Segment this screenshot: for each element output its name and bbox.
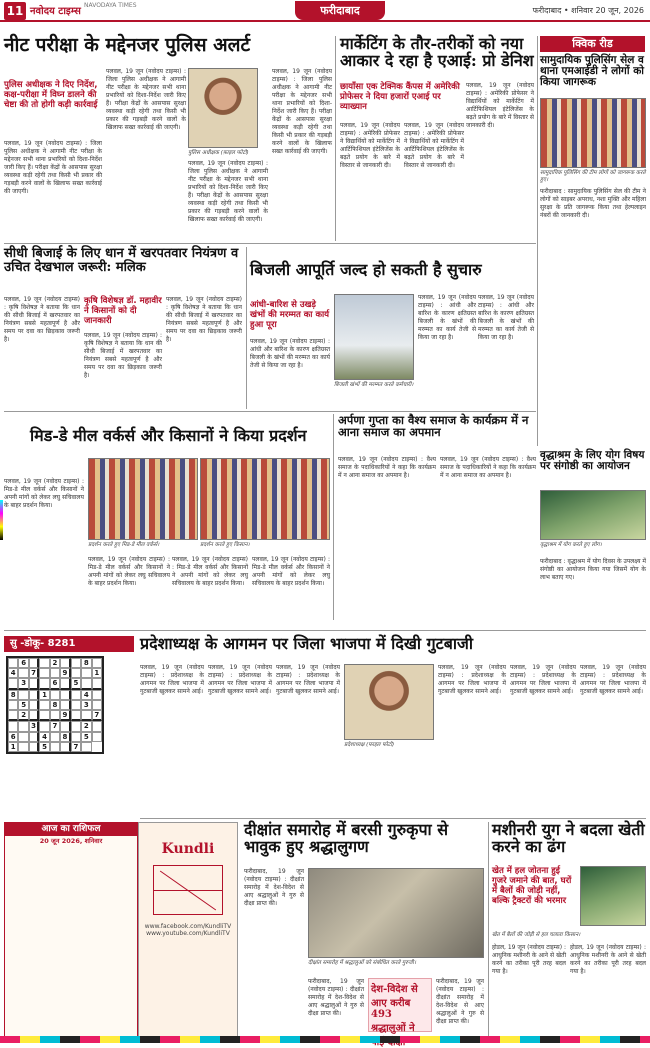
- dateline: फरीदाबाद • शनिवार 20 जून, 2026: [532, 6, 644, 15]
- machine-headline: मशीनरी युग ने बदला खेती करने का ढंग: [492, 820, 645, 856]
- sudoku-cell[interactable]: [71, 721, 81, 731]
- marketing-body-col3: पलवल, 19 जून (नवोदय टाइम्स) : अमेरिकी प्रोफेसर ने विद्यार्थियों को मार्केटिंग में आर्टिफिशियल इंटेलिजेंस के बढ़ते प्रयोग के बारे में विस्तार से जानकारी दी।: [466, 82, 534, 129]
- diksha-caption: दीक्षांत समारोह में श्रद्धालुओं को संबोधित करते गुरुजी।: [308, 960, 416, 966]
- bjp-body-col1: पलवल, 19 जून (नवोदय टाइम्स) : प्रदेशाध्यक्ष के आगमन पर जिला भाजपा में गुटबाजी खुलकर सामने आई।: [140, 664, 204, 695]
- diksha-body-col2: फरीदाबाद, 19 जून (नवोदय टाइम्स) : दीक्षांत समारोह में देश-विदेश से आए श्रद्धालुओं ने गुरु से दीक्षा प्राप्त की।: [308, 978, 364, 1017]
- kundli-facebook[interactable]: www.facebook.com/KundliTV: [144, 923, 232, 930]
- brand-name: नवोदय टाइम्स: [30, 6, 81, 17]
- color-bar: [0, 1036, 650, 1043]
- sudoku-cell[interactable]: [29, 658, 39, 668]
- lead-body-col2: पलवल, 19 जून (नवोदय टाइम्स) : जिला पुलिस अधीक्षक ने आगामी नीट परीक्षा के मद्देनजर सभी थाना प्रभारियों को दिशा-निर्देश जारी किए हैं। परीक्षा केंद्रों के आसपास सुरक्षा व्यवस्था कड़ी रहेगी तथा किसी भी प्रकार की गड़बड़ी करने वालों के खिलाफ सख्त कार्रवाई की जाएगी।: [106, 68, 186, 131]
- horoscope-title: आज का राशिफल: [5, 823, 137, 836]
- sudoku-cell[interactable]: 7: [50, 721, 60, 731]
- sudoku-cell[interactable]: [60, 678, 70, 689]
- sudoku-cell[interactable]: [60, 700, 70, 710]
- lead-body-col4: पलवल, 19 जून (नवोदय टाइम्स) : जिला पुलिस अधीक्षक ने आगामी नीट परीक्षा के मद्देनजर सभी थाना प्रभारियों को दिशा-निर्देश जारी किए हैं। परीक्षा केंद्रों के आसपास सुरक्षा व्यवस्था कड़ी रहेगी तथा किसी भी प्रकार की गड़बड़ी करने वालों के खिलाफ सख्त कार्रवाई की जाएगी।: [272, 68, 332, 155]
- lead-body-col3: पलवल, 19 जून (नवोदय टाइम्स) : जिला पुलिस अधीक्षक ने आगामी नीट परीक्षा के मद्देनजर सभी थाना प्रभारियों को दिशा-निर्देश जारी किए हैं। परीक्षा केंद्रों के आसपास सुरक्षा व्यवस्था कड़ी रहेगी तथा किसी भी प्रकार की गड़बड़ी करने वालों के खिलाफ सख्त कार्रवाई की जाएगी।: [188, 160, 268, 223]
- seeds-body-col3: पलवल, 19 जून (नवोदय टाइम्स) : कृषि विशेषज्ञ ने बताया कि धान की सीधी बिजाई में खरपतवार का नियंत्रण सबसे महत्वपूर्ण है और समय पर दवा का छिड़काव जरूरी है।: [166, 296, 242, 343]
- sudoku-cell[interactable]: [29, 700, 39, 710]
- sudoku-cell[interactable]: 6: [8, 732, 18, 742]
- edition-tab: फरीदाबाद: [295, 1, 385, 20]
- bjp-headline: प्रदेशाध्यक्ष के आगमन पर जिला भाजपा में दिखी गुटबाजी: [140, 634, 473, 653]
- sudoku-cell[interactable]: [81, 710, 91, 721]
- machine-photo: [580, 866, 646, 926]
- brand-slug: NAVODAYA TIMES: [84, 2, 137, 9]
- bjp-body-col3: पलवल, 19 जून (नवोदय टाइम्स) : प्रदेशाध्यक्ष के आगमन पर जिला भाजपा में गुटबाजी खुलकर सामने आई।: [276, 664, 340, 695]
- sudoku-cell[interactable]: 5: [81, 732, 91, 742]
- sudoku-cell[interactable]: [18, 668, 28, 678]
- divider: [333, 414, 334, 620]
- marketing-bullet: छायाँसा एक टेक्निक कैंपस में अमेरिकी प्रोफेसर ने दिया हजारों एआई पर व्याख्यान: [340, 82, 460, 112]
- divider: [4, 630, 646, 631]
- quick-read-body: फरीदाबाद : सामुदायिक पुलिसिंग सेल की टीम ने लोगों को साइबर अपराध, नशा मुक्ति और महिला सुरक्षा के प्रति जागरूक किया तथा हेल्पलाइन नंबरों की जानकारी दी।: [540, 188, 646, 219]
- sudoku-cell[interactable]: 9: [60, 668, 70, 678]
- sudoku-cell[interactable]: [18, 742, 28, 752]
- sudoku-cell[interactable]: [50, 710, 60, 721]
- sudoku-cell[interactable]: [60, 690, 70, 700]
- sudoku-cell[interactable]: [39, 678, 49, 689]
- sudoku-cell[interactable]: 1: [8, 742, 18, 752]
- power-photo: [334, 294, 414, 380]
- diksha-body-col3: फरीदाबाद, 19 जून (नवोदय टाइम्स) : दीक्षांत समारोह में देश-विदेश से आए श्रद्धालुओं ने गुरु से दीक्षा प्राप्त की।: [436, 978, 484, 1025]
- quick-read-headline: सामुदायिक पुलिसिंग सेल व थाना एमआईडी ने लोगों को किया जागरूक: [540, 54, 644, 89]
- marketing-body-col2: पलवल, 19 जून (नवोदय टाइम्स) : अमेरिकी प्रोफेसर ने विद्यार्थियों को मार्केटिंग में आर्टिफिशियल इंटेलिजेंस के बढ़ते प्रयोग के बारे में विस्तार से जानकारी दी।: [404, 122, 464, 169]
- sudoku-cell[interactable]: [39, 721, 49, 731]
- sudoku-cell[interactable]: [39, 700, 49, 710]
- lead-body-col1: पलवल, 19 जून (नवोदय टाइम्स) : जिला पुलिस अधीक्षक ने आगामी नीट परीक्षा के मद्देनजर सभी थाना प्रभारियों को दिशा-निर्देश जारी किए हैं। परीक्षा केंद्रों के आसपास सुरक्षा व्यवस्था कड़ी रहेगी तथा किसी भी प्रकार की गड़बड़ी करने वालों के खिलाफ सख्त कार्रवाई की जाएगी।: [4, 140, 102, 195]
- sudoku-instructions: [108, 656, 136, 754]
- quick-read-caption: सामुदायिक पुलिसिंग की टीम लोगों को जागरूक करते हुए।: [540, 170, 646, 183]
- divider: [537, 36, 538, 446]
- sudoku-cell[interactable]: [71, 658, 81, 668]
- page-number: 11: [4, 2, 26, 20]
- sudoku-cell[interactable]: [8, 678, 18, 689]
- sudoku-cell[interactable]: [8, 658, 18, 668]
- power-caption: बिजली खंभों की मरम्मत करते कर्मचारी।: [334, 382, 414, 388]
- bjp-photo: [344, 664, 434, 740]
- power-body-col1: पलवल, 19 जून (नवोदय टाइम्स) : आंधी और बारिश के कारण क्षतिग्रस्त बिजली के खंभों की मरम्मत का कार्य तेजी से किया जा रहा है।: [250, 338, 330, 369]
- divider: [335, 36, 336, 241]
- sudoku-cell[interactable]: [8, 700, 18, 710]
- sudoku-cell[interactable]: 9: [60, 710, 70, 721]
- sudoku-cell[interactable]: [60, 721, 70, 731]
- kundli-ad: [138, 822, 238, 1040]
- sudoku-cell[interactable]: [29, 732, 39, 742]
- sudoku-label: सु -डोकू- 8281: [4, 636, 134, 652]
- sudoku-cell[interactable]: [60, 658, 70, 668]
- sudoku-cell[interactable]: [18, 690, 28, 700]
- machine-body-col2: होडल, 19 जून (नवोदय टाइम्स) : आधुनिक मशीनरी के आने से खेती करने का तरीका पूरी तरह बदल गया है।: [570, 944, 646, 975]
- sudoku-cell[interactable]: [60, 742, 70, 752]
- sudoku-cell[interactable]: 1: [92, 668, 102, 678]
- sudoku-cell[interactable]: 7: [29, 668, 39, 678]
- yoga-body: फरीदाबाद : वृद्धाश्रम में योग दिवस के उपलक्ष्य में संगोष्ठी का आयोजन किया गया जिसमें योग के लाभ बताए गए।: [540, 558, 646, 581]
- registration-marks: [0, 500, 3, 540]
- machine-caption: खेत में बैलों की जोड़ी से हल चलाता किसान।: [492, 932, 581, 938]
- power-headline: बिजली आपूर्ति जल्द हो सकती है सुचारु: [250, 260, 482, 279]
- midday-caption-right: प्रदर्शन करते हुए किसान।: [200, 542, 250, 548]
- bjp-body-col6: पलवल, 19 जून (नवोदय टाइम्स) : प्रदेशाध्यक्ष के आगमन पर जिला भाजपा में गुटबाजी खुलकर सामने आई।: [580, 664, 646, 695]
- sudoku-cell[interactable]: [71, 690, 81, 700]
- power-body-col2: पलवल, 19 जून (नवोदय टाइम्स) : आंधी और बारिश के कारण क्षतिग्रस्त बिजली के खंभों की मरम्मत का कार्य तेजी से किया जा रहा है।: [418, 294, 476, 341]
- midday-headline: मिड-डे मील वर्कर्स और किसानों ने किया प्रदर्शन: [30, 426, 307, 445]
- lead-bullet: पुलिस अधीक्षक ने दिए निर्देश, कक्ष-परीक्षा में विघ्न डालने की चेष्टा की तो होगी कड़ी कार्रवाई: [4, 80, 98, 110]
- bjp-caption: प्रदेशाध्यक्ष (फाइल फोटो): [344, 742, 395, 748]
- divider: [140, 818, 646, 819]
- seeds-headline: सीधी बिजाई के लिए धान में खरपतवार नियंत्रण व उचित देखभाल जरूरी: मलिक: [4, 246, 239, 275]
- machine-bullet: खेत में हल जोतना हुई गुजरे जमाने की बात, घरों में बैलों की जोड़ी नहीं, बल्कि ट्रैक्टरों की भरमार: [492, 866, 572, 906]
- sudoku-cell[interactable]: [92, 732, 102, 742]
- sudoku-cell[interactable]: 1: [39, 690, 49, 700]
- lead-headline: नीट परीक्षा के मद्देनजर पुलिस अलर्ट: [4, 34, 251, 56]
- yoga-photo: [540, 490, 646, 540]
- sudoku-cell[interactable]: [81, 742, 91, 752]
- lead-photo: [188, 68, 258, 148]
- sudoku-cell[interactable]: 5: [18, 700, 28, 710]
- sudoku-cell[interactable]: [18, 732, 28, 742]
- sudoku-cell[interactable]: [81, 678, 91, 689]
- sudoku-cell[interactable]: [71, 710, 81, 721]
- midday-photo-right: [200, 458, 330, 540]
- sudoku-cell[interactable]: 8: [60, 732, 70, 742]
- lead-photo-caption: पुलिस अधीक्षक (फ़ाइल फोटो): [188, 150, 249, 156]
- sudoku-cell[interactable]: [29, 742, 39, 752]
- sudoku-cell[interactable]: 4: [39, 732, 49, 742]
- diksha-highlight: देश-विदेश से आए करीब 493 श्रद्धालुओं ने: [368, 978, 432, 1032]
- sudoku-cell[interactable]: [29, 678, 39, 689]
- midday-body-col3: पलवल, 19 जून (नवोदय टाइम्स) : मिड-डे मील वर्कर्स और किसानों ने अपनी मांगों को लेकर लघु सचिवालय के बाहर प्रदर्शन किया।: [172, 556, 248, 587]
- bjp-body-col2: पलवल, 19 जून (नवोदय टाइम्स) : प्रदेशाध्यक्ष के आगमन पर जिला भाजपा में गुटबाजी खुलकर सामने आई।: [208, 664, 272, 695]
- sudoku-cell[interactable]: [39, 668, 49, 678]
- sudoku-cell[interactable]: [8, 710, 18, 721]
- midday-body-col4: पलवल, 19 जून (नवोदय टाइम्स) : मिड-डे मील वर्कर्स और किसानों ने अपनी मांगों को लेकर लघु सचिवालय के बाहर प्रदर्शन किया।: [252, 556, 330, 587]
- sudoku-cell[interactable]: 7: [92, 710, 102, 721]
- machine-body-col1: होडल, 19 जून (नवोदय टाइम्स) : आधुनिक मशीनरी के आने से खेती करने का तरीका पूरी तरह बदल गया है।: [492, 944, 566, 975]
- bjp-body-col4: पलवल, 19 जून (नवोदय टाइम्स) : प्रदेशाध्यक्ष के आगमन पर जिला भाजपा में गुटबाजी खुलकर सामने आई।: [438, 664, 506, 695]
- sudoku-cell[interactable]: 2: [81, 721, 91, 731]
- quick-read-label: क्विक रीड: [540, 36, 645, 52]
- sudoku-cell[interactable]: 5: [71, 678, 81, 689]
- kundli-chart-icon: [153, 865, 223, 915]
- sudoku-cell[interactable]: 8: [50, 700, 60, 710]
- sudoku-cell[interactable]: 3: [81, 700, 91, 710]
- quick-read-photo: [540, 98, 646, 168]
- yoga-headline: वृद्धाश्रम के लिए योग विषय पर संगोष्ठी का आयोजन: [540, 449, 645, 473]
- divider: [488, 822, 489, 1036]
- horoscope-box: [4, 822, 138, 1040]
- kundli-youtube[interactable]: www.youtube.com/KundliTV: [146, 930, 230, 937]
- midday-caption-left: प्रदर्शन करते हुए मिड-डे मील वर्कर्स।: [88, 542, 160, 548]
- sudoku-cell[interactable]: [81, 668, 91, 678]
- arpana-headline: अर्पणा गुप्ता का वैश्य समाज के कार्यक्रम में न आना समाज का अपमान: [338, 413, 529, 440]
- sudoku-cell[interactable]: [50, 690, 60, 700]
- kundli-logo: Kundli: [161, 841, 215, 857]
- sudoku-cell[interactable]: 8: [8, 690, 18, 700]
- sudoku-cell[interactable]: [39, 710, 49, 721]
- sudoku-cell[interactable]: [92, 658, 102, 668]
- sudoku-cell[interactable]: 6: [50, 678, 60, 689]
- marketing-headline: मार्केटिंग के तौर-तरीकों को नया आकार दे रहा है एआई: प्रो डेनिश: [340, 34, 534, 70]
- midday-body-col1: पलवल, 19 जून (नवोदय टाइम्स) : मिड-डे मील वर्कर्स और किसानों ने अपनी मांगों को लेकर लघु सचिवालय के बाहर प्रदर्शन किया।: [4, 478, 84, 509]
- sudoku-cell[interactable]: [29, 690, 39, 700]
- divider: [246, 247, 247, 409]
- seeds-body-col2: पलवल, 19 जून (नवोदय टाइम्स) : कृषि विशेषज्ञ ने बताया कि धान की सीधी बिजाई में खरपतवार का नियंत्रण सबसे महत्वपूर्ण है और समय पर दवा का छिड़काव जरूरी है।: [84, 332, 162, 379]
- sudoku-cell[interactable]: 3: [29, 721, 39, 731]
- sudoku-cell[interactable]: [8, 721, 18, 731]
- power-bullet: आंधी-बारिश से उखड़े खंभों की मरम्मत का कार्य हुआ पूरा: [250, 300, 330, 330]
- sudoku-cell[interactable]: [39, 658, 49, 668]
- sudoku-cell[interactable]: [50, 732, 60, 742]
- sudoku-cell[interactable]: 7: [71, 742, 81, 752]
- divider: [4, 243, 536, 244]
- divider: [4, 411, 536, 412]
- sudoku-grid[interactable]: [6, 656, 104, 754]
- arpana-body-col1: पलवल, 19 जून (नवोदय टाइम्स) : वैश्य समाज के पदाधिकारियों ने कहा कि कार्यक्रम में न आना समाज का अपमान है।: [338, 456, 436, 479]
- sudoku-cell[interactable]: [71, 668, 81, 678]
- sudoku-cell[interactable]: [92, 678, 102, 689]
- sudoku-cell[interactable]: 2: [50, 658, 60, 668]
- diksha-headline: दीक्षांत समारोह में बरसी गुरुकृपा से भावुक हुए श्रद्धालुगण: [244, 820, 449, 856]
- sudoku-cell[interactable]: 4: [81, 690, 91, 700]
- sudoku-cell[interactable]: 5: [39, 742, 49, 752]
- bjp-body-col5: पलवल, 19 जून (नवोदय टाइम्स) : प्रदेशाध्यक्ष के आगमन पर जिला भाजपा में गुटबाजी खुलकर सामने आई।: [510, 664, 576, 695]
- sudoku-cell[interactable]: [50, 668, 60, 678]
- midday-photo-left: [88, 458, 198, 540]
- sudoku-cell[interactable]: [71, 732, 81, 742]
- sudoku-cell[interactable]: 6: [18, 658, 28, 668]
- sudoku-cell[interactable]: [18, 721, 28, 731]
- seeds-body-col1: पलवल, 19 जून (नवोदय टाइम्स) : कृषि विशेषज्ञ ने बताया कि धान की सीधी बिजाई में खरपतवार का नियंत्रण सबसे महत्वपूर्ण है और समय पर दवा का छिड़काव जरूरी है।: [4, 296, 80, 343]
- yoga-caption: वृद्धाश्रम में योग करते हुए लोग।: [540, 542, 602, 548]
- sudoku-cell[interactable]: 4: [8, 668, 18, 678]
- diksha-body-col1: फरीदाबाद, 19 जून (नवोदय टाइम्स) : दीक्षांत समारोह में देश-विदेश से आए श्रद्धालुओं ने गुरु से दीक्षा प्राप्त की।: [244, 868, 304, 907]
- midday-body-col2: पलवल, 19 जून (नवोदय टाइम्स) : मिड-डे मील वर्कर्स और किसानों ने अपनी मांगों को लेकर लघु सचिवालय के बाहर प्रदर्शन किया।: [88, 556, 170, 587]
- marketing-body-col1: पलवल, 19 जून (नवोदय टाइम्स) : अमेरिकी प्रोफेसर ने विद्यार्थियों को मार्केटिंग में आर्टिफिशियल इंटेलिजेंस के बढ़ते प्रयोग के बारे में विस्तार से जानकारी दी।: [340, 122, 400, 169]
- sudoku-cell[interactable]: 8: [81, 658, 91, 668]
- sudoku-cell[interactable]: [92, 700, 102, 710]
- sudoku-cell[interactable]: 3: [18, 678, 28, 689]
- horoscope-date: 20 जून 2026, शनिवार: [39, 837, 103, 845]
- sudoku-cell[interactable]: [92, 690, 102, 700]
- sudoku-cell[interactable]: [29, 710, 39, 721]
- seeds-bullet: कृषि विशेषज्ञ डॉ. महावीर ने किसानों को दी जानकारी: [84, 296, 162, 326]
- sudoku-cell[interactable]: 2: [18, 710, 28, 721]
- arpana-body-col2: पलवल, 19 जून (नवोदय टाइम्स) : वैश्य समाज के पदाधिकारियों ने कहा कि कार्यक्रम में न आना समाज का अपमान है।: [440, 456, 536, 479]
- diksha-photo: [308, 868, 484, 958]
- power-body-col3: पलवल, 19 जून (नवोदय टाइम्स) : आंधी और बारिश के कारण क्षतिग्रस्त बिजली के खंभों की मरम्मत का कार्य तेजी से किया जा रहा है।: [478, 294, 534, 341]
- sudoku-cell[interactable]: [71, 700, 81, 710]
- sudoku-cell[interactable]: [50, 742, 60, 752]
- sudoku-cell[interactable]: [92, 721, 102, 731]
